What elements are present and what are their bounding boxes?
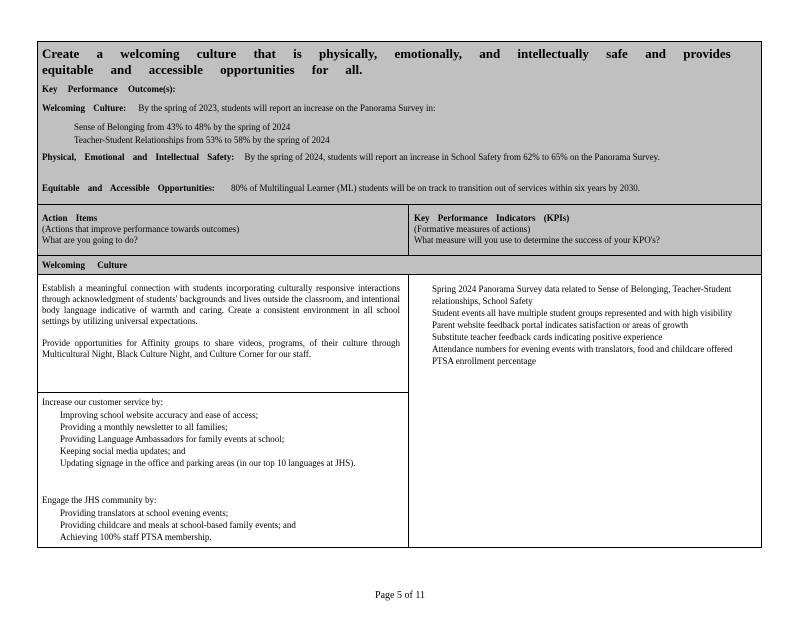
subitem-relationships (60, 134, 330, 146)
list-item (42, 421, 400, 433)
list-item-text: Parent website feedback portal indicates satisfaction or areas of growth (432, 320, 689, 330)
engage-intro (42, 495, 400, 506)
list-item-text: Spring 2024 Panorama Survey data related to Sense of Belonging, Teacher-Student relationships, School Safety (432, 284, 732, 306)
subitem-text: Sense of Belonging from 43% to 48% by the spring of 2024 (74, 122, 291, 132)
action-items-sub1: (Actions that improve performance towards outcomes) (42, 224, 240, 234)
list-item-text: Providing translators at school evening events; (60, 508, 229, 518)
action-cell-2 (42, 397, 400, 408)
action-items-header (42, 213, 402, 246)
list-item (42, 519, 400, 531)
list-item-text: PTSA enrollment percentage (432, 356, 536, 366)
list-item-text: Substitute teacher feedback cards indicating positive experience (432, 332, 663, 342)
list-item (414, 319, 752, 331)
list-item-text: Attendance numbers for evening events with translators, food and childcare offered (432, 344, 733, 354)
list-item-text: Providing childcare and meals at school-based family events; and (60, 520, 296, 530)
list-item (414, 355, 752, 367)
subitem-belonging (60, 121, 290, 133)
goal-statement: Create a welcoming culture that is physically, emotionally, and intellectually safe and provides equitable and accessible opportunities for all. (42, 46, 731, 77)
kpi-list (414, 283, 752, 367)
engage-list (42, 507, 400, 543)
list-item-text: Improving school website accuracy and ease of access; (60, 410, 259, 420)
list-item-text: Updating signage in the office and parking areas (in our top 10 languages at JHS). (60, 458, 356, 468)
kpi-sub2: What measure will you use to determine the success of your KPO's? (414, 235, 660, 245)
kpo-label: Physical, Emotional and Intellectual Safety: (42, 152, 235, 162)
header-divider (38, 255, 761, 256)
customer-service-list (42, 409, 400, 469)
action-intro: Increase our customer service by: (42, 397, 163, 407)
list-item (414, 331, 752, 343)
list-item-text: Keeping social media updates; and (60, 446, 186, 456)
kpo-welcoming (42, 102, 752, 114)
kpo-text: By the spring of 2023, students will report an increase on the Panorama Survey in: (138, 103, 436, 113)
list-item-text: Providing a monthly newsletter to all families; (60, 422, 228, 432)
action-intro: Engage the JHS community by: (42, 495, 157, 505)
list-item-text: Achieving 100% staff PTSA membership. (60, 532, 212, 542)
kpo-safety (42, 151, 752, 163)
subitem-text: Teacher-Student Relationships from 53% to 58% by the spring of 2024 (74, 135, 330, 145)
action-items-title: Action Items (42, 213, 98, 223)
list-item-text: Student events all have multiple student groups represented and with high visibility (432, 308, 733, 318)
kpi-header (414, 213, 754, 246)
kpi-sub1: (Formative measures of actions) (414, 224, 531, 234)
list-item (42, 445, 400, 457)
action-paragraph: Provide opportunities for Affinity groups to share videos, programs, of their culture through Multicultural Night, Black Culture Night, and Culture Corner for our staff. (42, 338, 400, 359)
list-item-text: Providing Language Ambassadors for family events at school; (60, 434, 285, 444)
action-paragraph: Establish a meaningful connection with students incorporating culturally responsive interactions through acknowledgment of students' backgrounds and lives outside the classroom, and intentional body language indicative of warmth and caring. Create a consistent environment in all school settings by utilizing universal expectations. (42, 283, 400, 326)
kpi-title: Key Performance Indicators (KPIs) (414, 213, 570, 223)
kpo-text: 80% of Multilingual Learner (ML) students will be on track to transition out of services within six years by 2030. (231, 183, 640, 193)
kpo-label: Equitable and Accessible Opportunities: (42, 183, 215, 193)
list-item (42, 409, 400, 421)
list-item (42, 507, 400, 519)
list-item (414, 343, 752, 355)
kpo-label: Welcoming Culture: (42, 103, 127, 113)
list-item (42, 531, 400, 543)
body-column-divider (408, 275, 409, 547)
kpo-text: By the spring of 2024, students will report an increase in School Safety from 62% to 65% on the Panorama Survey. (244, 152, 660, 162)
list-item (42, 457, 400, 469)
section-title: Welcoming Culture (42, 260, 128, 270)
list-item (414, 307, 752, 319)
kpo-equity (42, 182, 752, 194)
list-item (414, 283, 752, 307)
action-cell-1 (42, 283, 400, 360)
action-items-sub2: What are you going to do? (42, 235, 138, 245)
column-divider (408, 205, 409, 255)
list-item (42, 433, 400, 445)
page-number: Page 5 of 11 (375, 590, 425, 601)
row-divider (38, 392, 408, 393)
kpo-heading: Key Performance Outcome(s): (42, 84, 176, 94)
